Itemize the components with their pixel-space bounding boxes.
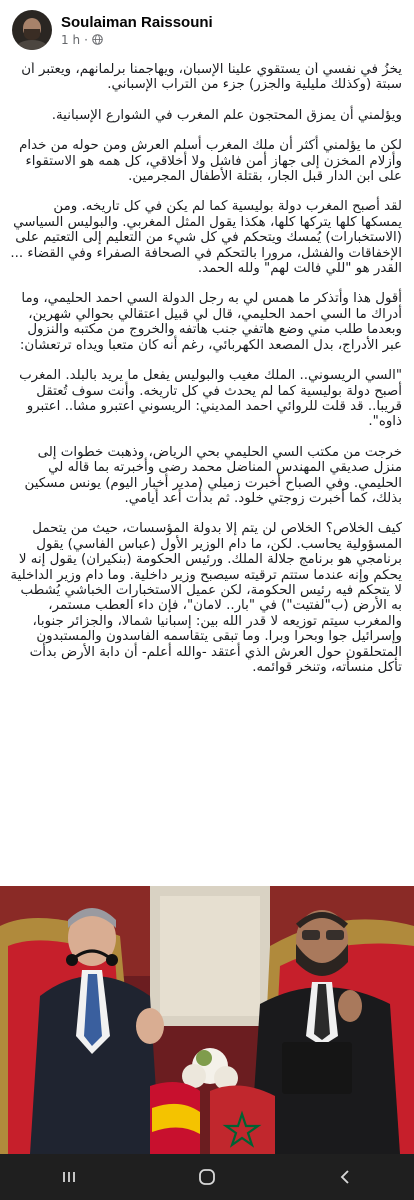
back-button[interactable] bbox=[325, 1162, 365, 1192]
author-name[interactable]: Soulaiman Raissouni bbox=[61, 13, 213, 31]
post-time[interactable]: 1 h bbox=[61, 32, 81, 47]
back-chevron-icon bbox=[338, 1168, 352, 1186]
post-paragraph: خرجت من مكتب السي الحليمي بحي الرياض، وذهبت خطوات إلى منزل صديقي المهندس المناضل محمد رضى وأخبرته بما قاله لي الحليمي. وفي الصباح أخبرت زميلي (مدير أخبار اليوم) يونس مسكين بذلك، كما أخبرت زوجتي خلود. ثم بدأت أعد أيامي. bbox=[24, 444, 402, 506]
post-paragraph: لقد أصبح المغرب دولة بوليسية كما لم يكن في كل تاريخه. ومن يمسكها كلها يتركها كلها، هكذا يقول المثل المغربي. والبوليس السياسي (الاستخبارات) يُمسك ويتحكم في كل شيء من التعليم إلى التعتيم على الإخفاقات والفشل، مرورا بالتحكم في الصحافة الصفراء وفي القضاء ... القدر هو "للي فالت لهم" ولله الحمد. bbox=[10, 199, 402, 277]
post-paragraph: كيف الخلاص؟ الخلاص لن يتم إلا بدولة المؤسسات، حيث من يتحمل المسؤولية يحاسب. لكن، ما دام الوزير الأول (عباس الفاسي) يقول برنامجي هو برنامج جلالة الملك. ورئيس الحكومة (بنكيران) يقول إنه لا يحكم وإنه عندما ستتم ترقيته سيصبح وزير داخلية. وما دام وزير الداخلية لا يتحكم فيه رئيس الحكومة، لكن عميل الاستخبارات الخباشي يُشطب به الأرض (ب"لفتيت") في "بار.. لامان"، فإن داء العطب مستمر، والمغرب سيتم توزيعه لا قدر الله بين: إسبانيا شمالا، والجزائر جنوبا، وإسرائيل جوا وبحرا وبرا. وما تبقى يتقاسمه الفاسدون والمستبدون المتحلقون حول العرش الذي أعتقد -والله أعلم- أن دابة الأرض بدأت تأكل منسأته، وتنخر قوائمه. bbox=[10, 521, 402, 675]
home-circle-icon bbox=[197, 1167, 217, 1187]
recent-apps-icon bbox=[60, 1169, 78, 1185]
post-paragraph: لكن ما يؤلمني أكثر أن ملك المغرب أسلم العرش ومن حوله من خدام وأزلام المخزن إلى جهاز أمن فاشل ولا أخلاقي، كل همه هو الاستقواء على ابن الدار قبل الجار، بقتلة الأطفال المجرمين. bbox=[19, 138, 402, 185]
globe-icon bbox=[92, 34, 103, 45]
author-avatar[interactable] bbox=[12, 10, 52, 50]
post-body bbox=[0, 62, 414, 882]
meeting-photo-illustration bbox=[0, 886, 414, 1154]
post-paragraph: ويؤلمني أن يمزق المحتجون علم المغرب في الشوارع الإسبانية. bbox=[51, 107, 402, 123]
post-paragraph: "السي الريسوني.. الملك مغيب والبوليس يفعل ما يريد بالبلد. المغرب أصبح دولة بوليسية كما لم يحدث في كل تاريخه. وأنت سوف تُعتقل قريبا.. قد قلت للروائي احمد المديني: الريسوني اعتبرو مشا.. اعتبرو ذاوه". bbox=[19, 368, 402, 430]
post-paragraph: أقول هذا وأتذكر ما همس لي به رجل الدولة السي احمد الحليمي، وما أدراك ما السي احمد الحليمي، قال لي قبيل اعتقالي بحوالي شهرين، وبعدما طلب مني وضع هاتفي جنب هاتفه والخروج من مكتبه والنزول عبر الأدراج، بدل المصعد الكهربائي، رغم أنه كان متعبا ويداه ترتعشان: bbox=[19, 291, 402, 353]
meta-separator: · bbox=[84, 32, 88, 47]
home-button[interactable] bbox=[187, 1162, 227, 1192]
post-timestamp-row bbox=[61, 33, 213, 47]
post-paragraph: يخزُ في نفسي أن يستقوي علينا الإسبان، ويهاجمنا برلمانهم، ويعتبر أن سبتة (وكذلك مليلية والجزر) جزء من التراب الإسباني. bbox=[21, 62, 402, 93]
post-meta bbox=[61, 14, 213, 47]
post-photo[interactable] bbox=[0, 886, 414, 1154]
post-header bbox=[0, 0, 414, 60]
recent-apps-button[interactable] bbox=[49, 1162, 89, 1192]
system-navigation-bar bbox=[0, 1154, 414, 1200]
